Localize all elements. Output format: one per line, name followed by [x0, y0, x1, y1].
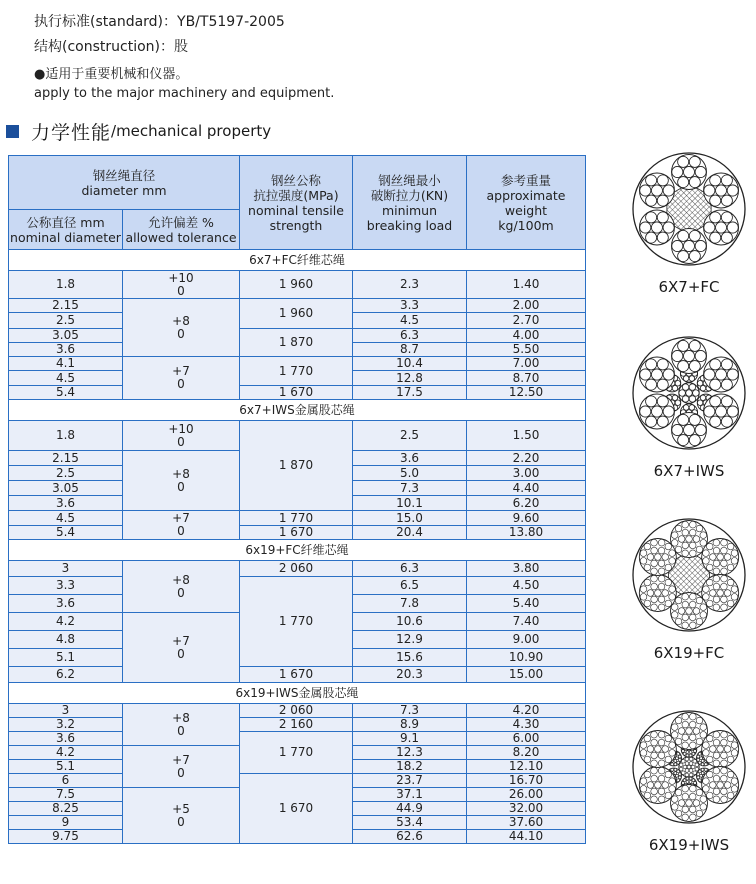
table-row: 3.2 2 160 8.9 4.30	[9, 718, 586, 732]
table-row: 4.5 +7 0 1 770 15.0 9.60	[9, 511, 586, 526]
table-row: 3.05 7.3 4.40	[9, 481, 586, 496]
construction-line: 结构(construction)：股	[34, 39, 188, 55]
table-row: 2.5 4.5 2.70	[9, 313, 586, 329]
outer-strand	[702, 731, 739, 768]
group-label: 6x19+IWS金属股芯绳	[9, 683, 586, 704]
group-row	[9, 540, 586, 561]
outer-strand	[639, 731, 676, 768]
figure-label: 6X19+FC	[653, 644, 725, 662]
section-title-zh: 力学性能	[31, 121, 112, 144]
figure-label: 6X19+IWS	[648, 836, 730, 854]
outer-strand	[639, 767, 676, 804]
table-row: 4.5 12.8 8.70	[9, 371, 586, 386]
table-row: 4.1 +7 0 1 770 10.4 7.00	[9, 357, 586, 371]
standard-line: 执行标准(standard)：YB/T5197-2005	[34, 14, 285, 30]
outer-strand	[704, 173, 739, 208]
outer-strand	[639, 575, 676, 612]
group-row	[9, 683, 586, 704]
outer-strand	[704, 357, 739, 392]
header-tolerance: 允许偏差 % allowed tolerance	[123, 210, 240, 250]
table-row: 4.2 +7 0 12.3 8.20	[9, 746, 586, 760]
table-row: 3 +8 0 2 060 7.3 4.20	[9, 704, 586, 718]
table-row: 3.6 10.1 6.20	[9, 496, 586, 511]
table-row: 8.25 44.9 32.00	[9, 802, 586, 816]
outer-strand	[639, 210, 674, 245]
section-title	[6, 118, 271, 144]
rope-6x7-iws-diagram	[630, 334, 748, 452]
header-strength: 钢丝公称 抗拉强度(MPa) nominal tensile strength	[240, 156, 353, 250]
table-row: 2.15 +8 0 3.6 2.20	[9, 451, 586, 466]
figure-6x19-fc	[629, 516, 749, 662]
table-row: 2.15 +8 0 1 960 3.3 2.00	[9, 299, 586, 313]
outer-strand	[639, 394, 674, 429]
figure-6x7-iws	[629, 334, 749, 480]
table-row: 9 53.4 37.60	[9, 816, 586, 830]
table-row: 5.1 18.2 12.10	[9, 760, 586, 774]
table-row: 6.2 1 670 20.3 15.00	[9, 667, 586, 683]
figure-6x19-iws	[629, 708, 749, 854]
table-row: 4.2 +7 0 10.6 7.40	[9, 613, 586, 631]
section-title-en: /mechanical property	[111, 122, 272, 140]
group-label: 6x7+FC纤维芯绳	[9, 250, 586, 271]
outer-strand	[672, 155, 707, 190]
table-row: 3.05 1 870 6.3 4.00	[9, 329, 586, 343]
application-en: apply to the major machinery and equipment.	[34, 86, 335, 101]
table-row: 3.3 1 770 6.5 4.50	[9, 577, 586, 595]
header-nominal-diameter: 公称直径 mm nominal diameter	[9, 210, 123, 250]
figure-label: 6X7+IWS	[653, 462, 725, 480]
header-weight: 参考重量 approximate weight kg/100m	[467, 156, 586, 250]
outer-strand	[672, 413, 707, 448]
outer-strand	[702, 539, 739, 576]
outer-strand	[704, 394, 739, 429]
group-row	[9, 250, 586, 271]
table-row: 5.4 1 670 17.5 12.50	[9, 386, 586, 400]
outer-strand	[672, 339, 707, 374]
outer-strand	[639, 173, 674, 208]
outer-strand	[639, 357, 674, 392]
outer-strand	[639, 539, 676, 576]
table-row: 5.1 15.6 10.90	[9, 649, 586, 667]
mechanical-property-table	[8, 155, 586, 844]
group-row	[9, 400, 586, 421]
table-row: 2.5 5.0 3.00	[9, 466, 586, 481]
header-breaking-load: 钢丝绳最小 破断拉力(KN) minimun breaking load	[353, 156, 467, 250]
table-row: 7.5 +5 0 37.1 26.00	[9, 788, 586, 802]
table-row: 5.4 1 670 20.4 13.80	[9, 526, 586, 540]
rope-6x19-fc-diagram	[630, 516, 748, 634]
header-diameter: 钢丝绳直径 diameter mm	[9, 156, 240, 210]
rope-6x7-fc-diagram	[630, 150, 748, 268]
table-row: 1.8 +10 0 1 870 2.5 1.50	[9, 421, 586, 451]
table-row: 4.8 12.9 9.00	[9, 631, 586, 649]
figure-label: 6X7+FC	[658, 278, 720, 296]
section-square-icon	[6, 125, 19, 138]
table-row: 3.6 8.7 5.50	[9, 343, 586, 357]
group-label: 6x19+FC纤维芯绳	[9, 540, 586, 561]
rope-6x19-iws-diagram	[630, 708, 748, 826]
table-row: 6 1 670 23.7 16.70	[9, 774, 586, 788]
table-row: 3.6 1 770 9.1 6.00	[9, 732, 586, 746]
table-row: 3.6 7.8 5.40	[9, 595, 586, 613]
application-zh: ●适用于重要机械和仪器。	[34, 67, 189, 82]
table-row: 9.75 62.6 44.10	[9, 830, 586, 844]
outer-strand	[704, 210, 739, 245]
table-row: 3 +8 0 2 060 6.3 3.80	[9, 561, 586, 577]
figure-6x7-fc	[629, 150, 749, 296]
group-label: 6x7+IWS金属股芯绳	[9, 400, 586, 421]
outer-strand	[672, 229, 707, 264]
table-row: 1.8 +10 0 1 960 2.3 1.40	[9, 271, 586, 299]
